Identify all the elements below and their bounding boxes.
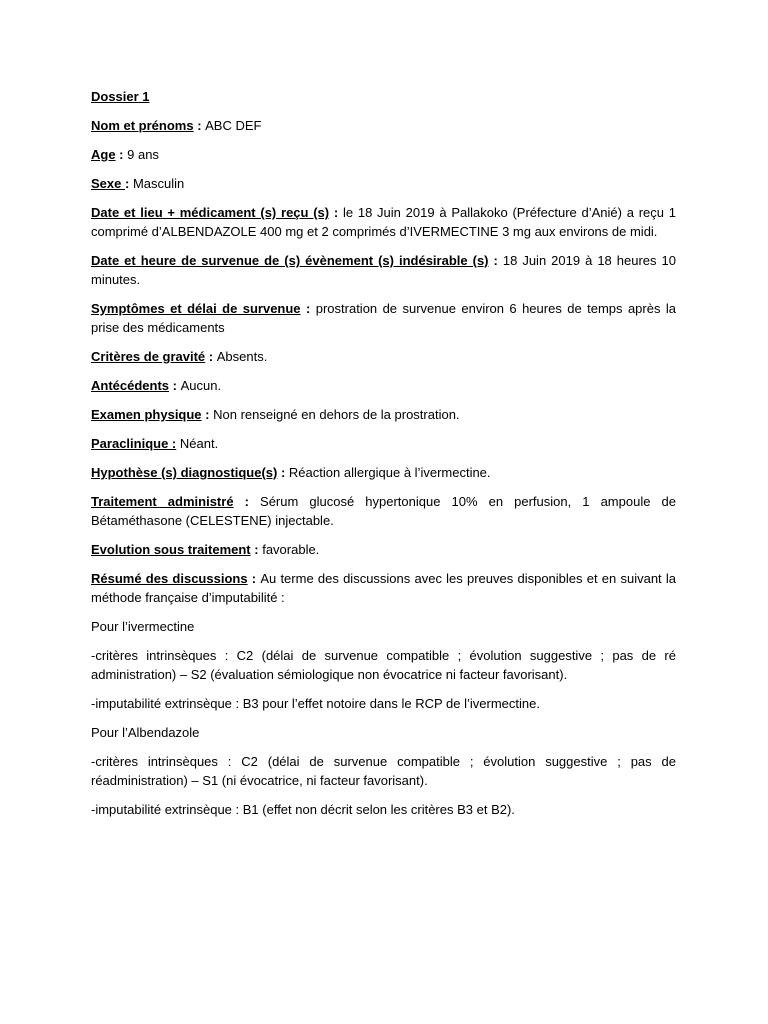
field-antecedents-sep: : — [169, 378, 181, 393]
field-hypothese — [91, 463, 676, 482]
field-evolution-sep: : — [250, 542, 263, 557]
field-traitement-label: Traitement administré — [91, 494, 234, 509]
field-paraclinique-label: Paraclinique : — [91, 436, 177, 451]
field-resume — [91, 569, 676, 607]
albendazole-intrinseques: -critères intrinsèques : C2 (délai de survenue compatible ; évolution suggestive ; pas de réadministration) – S1 (ni évocatrice, ni facteur favorisant). — [91, 754, 676, 788]
field-paraclinique — [91, 434, 676, 453]
field-evolution-value: favorable. — [262, 542, 320, 557]
field-criteres-sep: : — [205, 349, 217, 364]
field-date-heure-value: 18 Juin 2019 à 18 heures 10 minutes. — [91, 253, 676, 287]
field-age-label: Age — [91, 147, 116, 162]
field-sexe — [91, 174, 676, 193]
field-date-lieu-sep: : — [329, 205, 343, 220]
field-sexe-sep: : — [124, 176, 133, 191]
field-date-heure — [91, 251, 676, 289]
field-nom-value: ABC DEF — [205, 118, 262, 133]
ivermectine-intrinseques: -critères intrinsèques : C2 (délai de survenue compatible ; évolution suggestive ; pas de ré administration) – S2 (évaluation sémiologique non évocatrice ni facteur favorisant). — [91, 648, 676, 682]
field-examen-value: Non renseigné en dehors de la prostration. — [213, 407, 460, 422]
field-hypothese-label: Hypothèse (s) diagnostique(s) — [91, 465, 278, 480]
field-evolution-label: Evolution sous traitement — [91, 542, 251, 557]
field-paraclinique-value: Néant. — [179, 436, 219, 451]
field-antecedents-label: Antécédents — [91, 378, 170, 393]
field-hypothese-sep: : — [277, 465, 289, 480]
field-symptomes-value: prostration de survenue environ 6 heures de temps après la prise des médicaments — [91, 301, 677, 335]
field-nom — [91, 116, 676, 135]
field-date-lieu — [91, 203, 676, 241]
field-traitement — [91, 492, 676, 530]
field-criteres — [91, 347, 676, 366]
field-symptomes-sep: : — [300, 301, 316, 316]
field-criteres-value: Absents. — [216, 349, 268, 364]
field-sexe-label: Sexe — [91, 176, 125, 191]
field-antecedents — [91, 376, 676, 395]
field-resume-label: Résumé des discussions — [91, 571, 248, 586]
dossier-title — [91, 87, 676, 106]
field-traitement-value: Sérum glucosé hypertonique 10% en perfusion, 1 ampoule de Bétaméthasone (CELESTENE) injectable. — [91, 494, 676, 528]
field-sexe-value: Masculin — [132, 176, 185, 191]
field-date-lieu-label: Date et lieu + médicament (s) reçu (s) — [91, 205, 330, 220]
field-age-value: 9 ans — [127, 147, 159, 162]
field-examen — [91, 405, 676, 424]
field-nom-label: Nom et prénoms — [91, 118, 194, 133]
field-resume-sep: : — [247, 571, 261, 586]
ivermectine-heading: Pour l’ivermectine — [91, 619, 195, 634]
document-page — [91, 87, 676, 829]
field-symptomes-label: Symptômes et délai de survenue — [91, 301, 301, 316]
dossier-title-text: Dossier 1 — [91, 89, 150, 104]
field-traitement-sep: : — [233, 494, 261, 509]
albendazole-extrinseque: -imputabilité extrinsèque : B1 (effet non décrit selon les critères B3 et B2). — [91, 802, 515, 817]
field-examen-sep: : — [201, 407, 214, 422]
field-nom-sep: : — [193, 118, 206, 133]
field-resume-value: Au terme des discussions avec les preuves disponibles et en suivant la méthode française d’imputabilité : — [91, 571, 676, 605]
field-hypothese-value: Réaction allergique à l’ivermectine. — [288, 465, 491, 480]
field-age — [91, 145, 676, 164]
field-age-sep: : — [115, 147, 128, 162]
ivermectine-extrinseque: -imputabilité extrinsèque : B3 pour l’effet notoire dans le RCP de l’ivermectine. — [91, 696, 540, 711]
field-symptomes — [91, 299, 676, 337]
albendazole-heading: Pour l’Albendazole — [91, 725, 200, 740]
field-antecedents-value: Aucun. — [180, 378, 222, 393]
field-examen-label: Examen physique — [91, 407, 202, 422]
field-date-heure-label: Date et heure de survenue de (s) évènement (s) indésirable (s) — [91, 253, 489, 268]
field-date-heure-sep: : — [488, 253, 503, 268]
field-evolution — [91, 540, 676, 559]
field-criteres-label: Critères de gravité — [91, 349, 206, 364]
field-date-lieu-value: le 18 Juin 2019 à Pallakoko (Préfecture d’Anié) a reçu 1 comprimé d’ALBENDAZOLE 400 mg et 2 comprimés d’IVERMECTINE 3 mg aux environs de midi. — [91, 205, 676, 239]
